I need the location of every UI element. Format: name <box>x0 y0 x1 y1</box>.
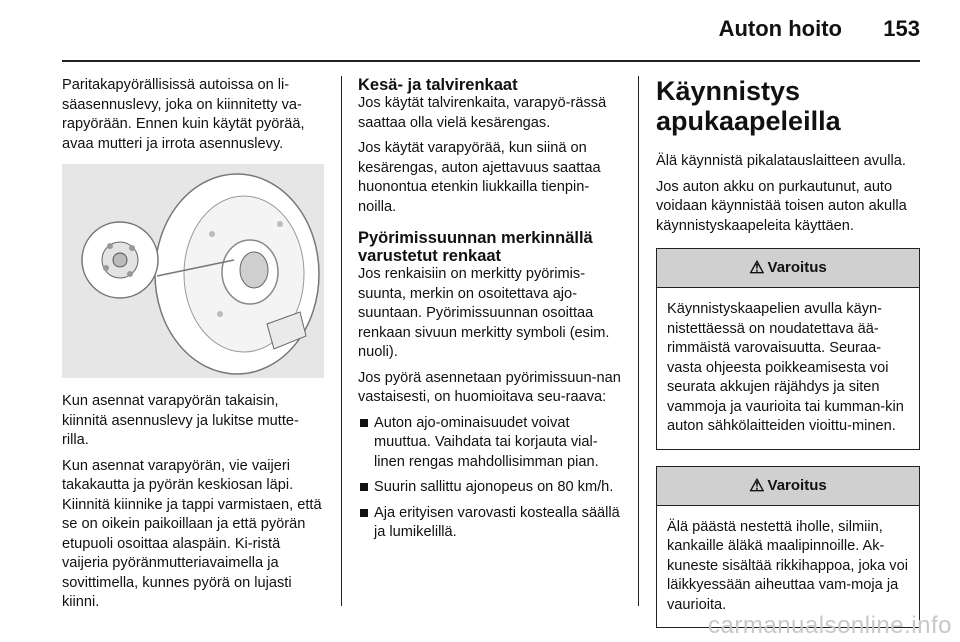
list-item-text: Aja erityisen varovasti kostealla säällä ja lumikelillä. <box>374 504 620 540</box>
warning-text: Käynnistyskaapelien avulla käyn-nistettäessä on noudatettava ää-rimmäistä varovaisuutta. Seuraa-vasta ohjeesta poikkeamisesta voi seurata akkujen räjähdys ja siten vammoja ja vaurioita tai kumman-kin auton sähkölaitteiden vioittu-minen. <box>667 301 904 434</box>
page-number: 153 <box>883 16 920 41</box>
heading-directional-tyres: Pyörimissuunnan merkinnällä varustetut renkaat <box>358 229 593 265</box>
warning-triangle-icon: ⚠ <box>749 258 765 278</box>
warning-triangle-icon: ⚠ <box>749 475 765 495</box>
paragraph: Jos käytät talvirenkaita, varapyö-rässä saattaa olla vielä kesärengas. <box>358 95 607 131</box>
paragraph: Älä käynnistä pikalatauslaitteen avulla. <box>656 153 906 169</box>
warning-header <box>657 467 919 506</box>
warning-title: Varoitus <box>767 259 827 277</box>
paragraph: Jos renkaisiin on merkitty pyörimis-suunta, merkin on osoitettava ajo-suuntaan. Pyörimissuunnan osoittaa renkaan sivuun merkitty symboli (esim. nuoli). <box>358 266 610 360</box>
warning-box <box>656 466 920 629</box>
paragraph: Jos käytät varapyörää, kun siinä on kesärengas, auton ajettavuus saattaa huonontua etenkin liukkailla tienpin-noilla. <box>358 140 601 215</box>
paragraph: Jos auton akku on purkautunut, auto voidaan käynnistää toisen auton akulla käynnistyskaapeleita käyttäen. <box>656 178 907 234</box>
bullet-icon <box>360 509 368 517</box>
heading-seasonal-tyres: Kesä- ja talvirenkaat <box>358 76 518 94</box>
list-item <box>358 504 622 543</box>
warning-box <box>656 248 920 450</box>
paragraph: Kun asennat varapyörän, vie vaijeri takakautta ja pyörän keskiosan läpi. Kiinnitä kiinnike ja tappi varmistaen, että se on oikein paikoillaan ja että pyörän etupuoli osoittaa alaspäin. Ki-ristä vaijeria pyöränmutteriavaimella ja sovittimella, kunnes pyörä on lujasti kiinni. <box>62 457 322 610</box>
heading-jump-start: Käynnistys apukaapeleilla <box>656 76 841 136</box>
bullet-icon <box>360 483 368 491</box>
warning-header <box>657 249 919 288</box>
warning-title: Varoitus <box>767 476 827 494</box>
column-divider <box>638 76 639 606</box>
paragraph: Jos pyörä asennetaan pyörimissuun-nan vastaisesti, on huomioitava seu-raava: <box>358 369 621 405</box>
list-item-text: Suurin sallittu ajonopeus on 80 km/h. <box>374 479 614 495</box>
list-item <box>358 478 622 498</box>
spare-wheel-illustration <box>62 164 324 378</box>
column-middle <box>358 76 622 549</box>
list-item-text: Auton ajo-ominaisuudet voivat muuttua. Vaihdata tai korjauta vial-linen rengas mahdollisimman pian. <box>374 414 599 470</box>
bullet-list <box>358 414 622 543</box>
page-header <box>0 0 960 62</box>
column-left <box>62 76 324 619</box>
watermark: carmanualsonline.info <box>708 612 952 639</box>
section-title: Auton hoito <box>718 16 842 41</box>
list-item <box>358 414 622 473</box>
header-rule <box>62 60 920 62</box>
paragraph: Paritakapyörällisissä autoissa on li-säasennuslevy, joka on kiinnitetty va-rapyörään. Ennen kuin käytät pyörää, avaa mutteri ja irrota asennuslevy. <box>62 77 305 152</box>
bullet-icon <box>360 419 368 427</box>
column-divider <box>341 76 342 606</box>
column-right <box>656 76 920 628</box>
paragraph: Kun asennat varapyörän takaisin, kiinnitä asennuslevy ja lukitse mutte-rilla. <box>62 393 299 448</box>
warning-text: Älä päästä nestettä iholle, silmiin, kankaille äläkä maalipinnoille. Ak-kuneste sisältää rikkihappoa, joka voi läikkyessään aiheuttaa vam-moja ja vaurioita. <box>667 518 908 613</box>
